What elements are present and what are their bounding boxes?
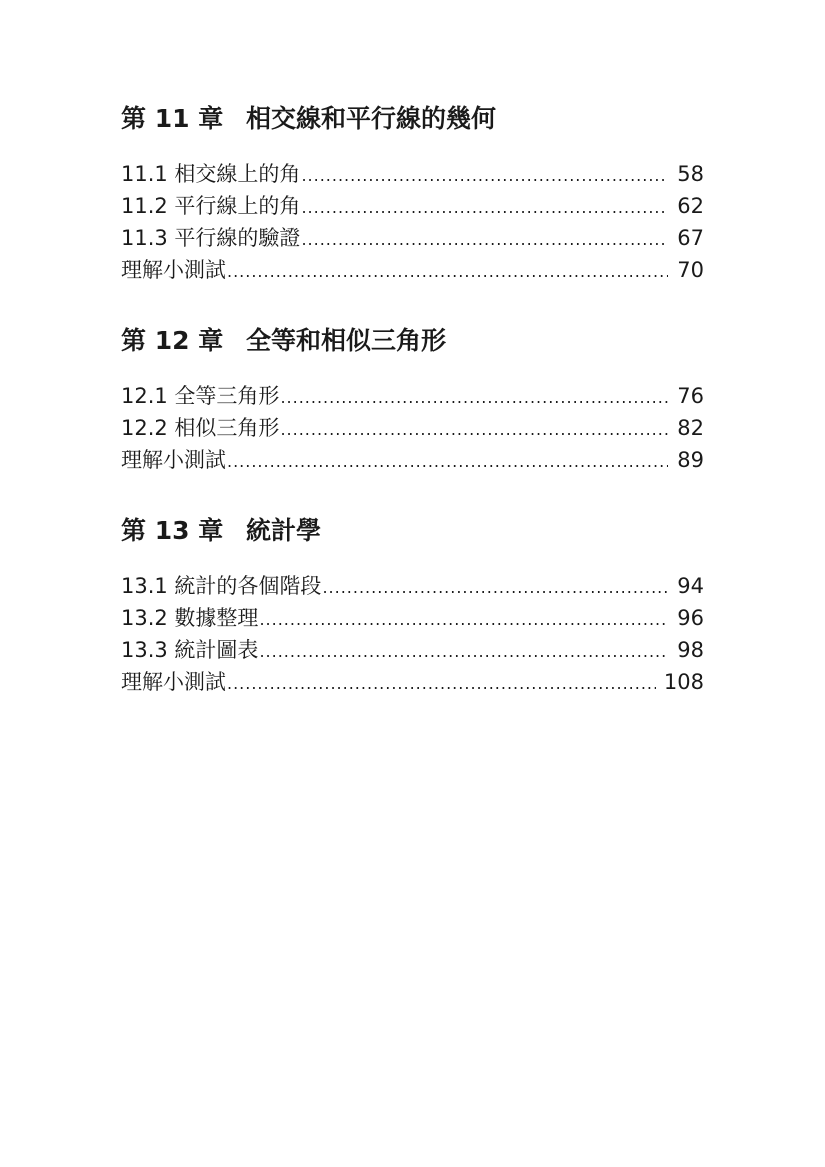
toc-entry[interactable] (121, 222, 704, 254)
toc-page-number: 62 (677, 194, 704, 218)
table-of-contents (121, 100, 704, 734)
toc-entry-label: 理解小測試 (121, 448, 226, 472)
toc-entry-list (121, 570, 704, 698)
toc-page-number: 98 (677, 638, 704, 662)
toc-page-number: 108 (663, 670, 704, 694)
toc-page-number: 82 (677, 416, 704, 440)
dot-leader (259, 636, 668, 668)
chapter-title: 統計學 (246, 516, 322, 545)
dot-leader (301, 160, 668, 192)
toc-entry-label: 13.2 數據整理 (121, 606, 259, 630)
toc-page-number: 94 (677, 574, 704, 598)
chapter-title: 相交線和平行線的幾何 (246, 104, 497, 133)
toc-entry-label: 11.3 平行線的驗證 (121, 226, 301, 250)
toc-page-number: 58 (677, 162, 704, 186)
dot-leader (322, 572, 668, 604)
dot-leader (259, 604, 668, 636)
toc-page-number: 89 (677, 448, 704, 472)
dot-leader (227, 256, 668, 288)
chapter-11 (121, 100, 704, 286)
dot-leader (280, 382, 668, 414)
toc-entry-list (121, 380, 704, 476)
toc-entry[interactable] (121, 190, 704, 222)
toc-page-number: 70 (677, 258, 704, 282)
chapter-title: 全等和相似三角形 (246, 326, 447, 355)
toc-entry-label: 12.1 全等三角形 (121, 384, 280, 408)
toc-page-number: 67 (677, 226, 704, 250)
toc-entry[interactable] (121, 412, 704, 444)
chapter-heading (121, 512, 704, 550)
toc-entry-list (121, 158, 704, 286)
toc-page-number: 76 (677, 384, 704, 408)
toc-entry-label: 13.3 統計圖表 (121, 638, 259, 662)
toc-entry[interactable] (121, 380, 704, 412)
toc-entry[interactable] (121, 570, 704, 602)
toc-entry-label: 11.2 平行線上的角 (121, 194, 301, 218)
dot-leader (301, 192, 668, 224)
toc-entry-label: 12.2 相似三角形 (121, 416, 280, 440)
toc-entry[interactable] (121, 634, 704, 666)
toc-entry-label: 13.1 統計的各個階段 (121, 574, 322, 598)
toc-page-number: 96 (677, 606, 704, 630)
toc-entry[interactable] (121, 602, 704, 634)
toc-entry-label: 理解小測試 (121, 258, 226, 282)
chapter-number: 第 11 章 (121, 104, 224, 133)
toc-entry[interactable] (121, 254, 704, 286)
toc-entry-label: 11.1 相交線上的角 (121, 162, 301, 186)
toc-entry[interactable] (121, 666, 704, 698)
chapter-heading (121, 100, 704, 138)
dot-leader (280, 414, 668, 446)
chapter-number: 第 12 章 (121, 326, 224, 355)
chapter-13 (121, 512, 704, 698)
dot-leader (227, 446, 668, 478)
dot-leader (227, 668, 656, 700)
chapter-number: 第 13 章 (121, 516, 224, 545)
toc-entry[interactable] (121, 444, 704, 476)
dot-leader (301, 224, 668, 256)
toc-entry-label: 理解小測試 (121, 670, 226, 694)
chapter-heading (121, 322, 704, 360)
toc-entry[interactable] (121, 158, 704, 190)
chapter-12 (121, 322, 704, 476)
